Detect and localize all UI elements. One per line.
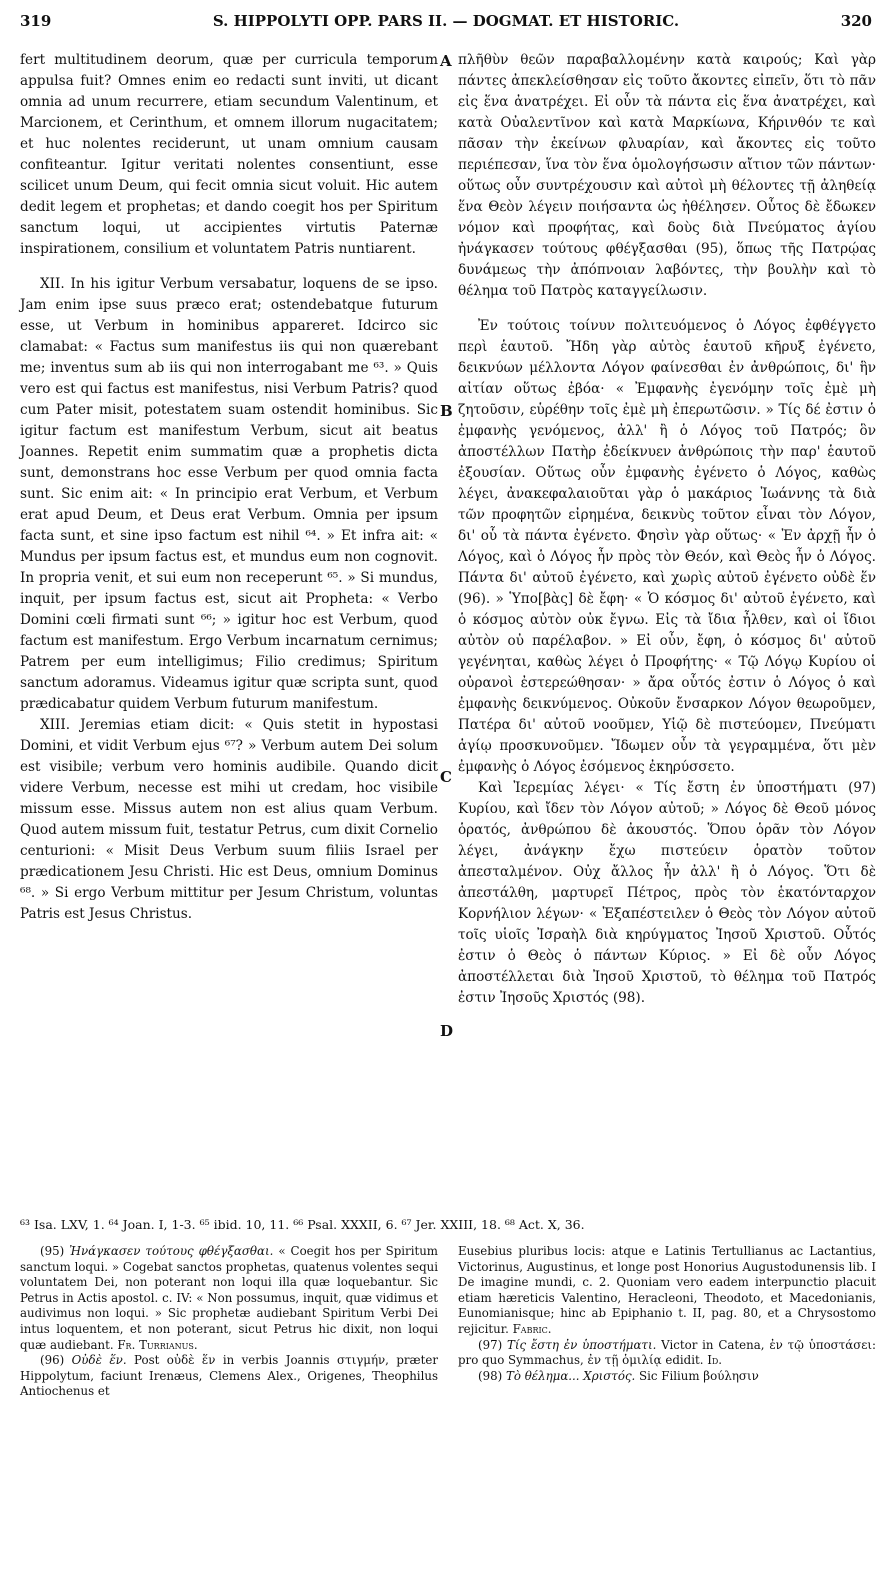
greek-paragraph-3: Καὶ Ἰερεμίας λέγει· « Τίς ἔστη ἐν ὑποστήματι (97) Κυρίου, καὶ ἴδεν τὸν Λόγον αὐτοῦ; » Λόγος δὲ Θεοῦ μόνος ὁρατός, ἀνθρώπου δὲ ἀκουστός. Ὅπου ὁρᾶν τὸν Λόγον λέγει, ἀνάγκην ἔχω πιστεύειν ὁρατὸν τοῦτον ἀπεσταλμένον. Οὐχ ἄλλος ἦν ἀλλ' ἢ ὁ Λόγος. Ὅτι δὲ ἀπεστάλθη, μαρτυρεῖ Πέτρος, πρὸς τὸν ἑκατόνταρχον Κορνήλιον λέγων· « Ἐξαπέστειλεν ὁ Θεὸς τὸν Λόγον αὐτοῦ τοῖς υἱοῖς Ἰσραὴλ διὰ κηρύγματος Ἰησοῦ Χριστοῦ. Οὗτός ἐστιν ὁ Θεὸς ὁ πάντων Κύριος. » Εἰ δὲ οὖν Λόγος ἀποστέλλεται διὰ Ἰησοῦ Χριστοῦ, τὸ θέλημα τοῦ Πατρός ἐστιν Ἰησοῦς Χριστός (98).	[458, 780, 876, 1006]
note-95-text: « Coegit hos per Spiritum sanctum loqui. » Cogebat sanctos prophetas, quatenus volentes sequi voluntatem Dei, non poterant non loqui illa quæ loquebantur. Sic Petrus in Actis apostol. c. IV: « Non possumus, inquit, quæ vidimus et audivimus non loqui. » Sic prophetæ audiebant Spiritum Verbi Dei intus loquentem, et non poterant, sicut Petrus hic dixit, non loqui quæ audiebant.	[20, 1244, 438, 1352]
latin-paragraph-2: XII. In his igitur Verbum versabatur, loquens de se ipso. Jam enim ipse suus præco erat; ostendebatque futurum esse, ut Verbum in hominibus appareret. Idcirco sic clamabat: « Factus sum manifestus iis qui non quærebant me; inventus sum ab iis qui non interrogabant me ⁶³. » Quis vero est qui factus est manifestus, nisi Verbum Patris? quod cum Pater misit, potestatem suam ostendit hominibus. Sic igitur factum est manifestum Verbum, sicut ait beatus Joannes. Repetit enim summatim quæ a prophetis dicta sunt, demonstrans hoc esse Verbum per quod omnia facta sunt. Sic enim ait: « In principio erat Verbum, et Verbum erat apud Deum, et Deus erat Verbum. Omnia per ipsum facta sunt, et sine ipso factum est nihil ⁶⁴. » Et infra ait: « Mundus per ipsum factus est, et mundus eum non cognovit. In propria venit, et sui eum non receperunt ⁶⁵. » Si mundus, inquit, per ipsum factus est, sicut ait Propheta: « Verbo Domini cœli firmati sunt ⁶⁶; » igitur hoc est Verbum, quod factum est manifestum. Ergo Verbum incarnatum cernimus; Patrem per eum intelligimus; Filio credimus; Spiritum sanctum adoramus. Videamus igitur quæ scripta sunt, quod prædicabatur quidem Verbum futurum manifestum.	[20, 276, 438, 712]
note-96-number: (96)	[40, 1353, 65, 1368]
note-95-signature: Fr. Turrianus.	[117, 1337, 198, 1352]
note-98-text: Sic Filium βούλησιν	[639, 1368, 759, 1383]
running-header	[20, 12, 872, 38]
note-96-text: Post οὐδὲ ἕν in verbis Joannis στιγμήν, præter Hippolytum, faciunt Irenæus, Clemens Alex., Origenes, Theophilus Antiochenus et	[20, 1353, 438, 1399]
note-97-signature: Id.	[707, 1353, 723, 1368]
notes-right	[458, 1244, 876, 1384]
scripture-references: ⁶³ Isa. LXV, 1. ⁶⁴ Joan. I, 1-3. ⁶⁵ ibid. 10, 11. ⁶⁶ Psal. XXXII, 6. ⁶⁷ Jer. XXIII, 18. ⁶⁸ Act. X, 36.	[20, 1217, 585, 1232]
page-number-left: 319	[20, 12, 52, 30]
note-96-lemma: Οὐδὲ ἕν.	[71, 1353, 127, 1368]
note-96	[20, 1353, 438, 1400]
note-97	[458, 1338, 876, 1369]
note-97-lemma: Τίς ἔστη ἐν ὑποστήματι.	[507, 1337, 657, 1352]
note-98-number: (98)	[478, 1368, 503, 1383]
note-96-signature: Fabric.	[512, 1321, 552, 1336]
greek-column	[458, 50, 876, 1009]
note-97-text: Victor in Catena, ἐν τῷ ὑποστάσει: pro quo Symmachus, ἐν τῇ ὁμιλίᾳ edidit.	[458, 1337, 876, 1368]
note-96-continued	[458, 1244, 876, 1338]
note-95	[20, 1244, 438, 1353]
note-97-number: (97)	[478, 1337, 503, 1352]
latin-column	[20, 50, 438, 925]
greek-paragraph-2: Ἐν τούτοις τοίνυν πολιτευόμενος ὁ Λόγος ἐφθέγγετο περὶ ἑαυτοῦ. Ἤδη γὰρ αὐτὸς ἑαυτοῦ κῆρυξ ἐγένετο, δεικνύων μέλλοντα Λόγον φαίνεσθαι ἐν ἀνθρώποις, δι' ἣν αἰτίαν οὕτως ἐβόα· « Ἐμφανὴς ἐγενόμην τοῖς ἐμὲ μὴ ζητοῦσιν, εὑρέθην τοῖς ἐμὲ μὴ ἐπερωτῶσιν. » Τίς δέ ἐστιν ὁ ἐμφανὴς γενόμενος, ἀλλ' ἢ ὁ Λόγος τοῦ Πατρός; ὃν ἀποστέλλων Πατὴρ ἐδείκνυεν ἀνθρώποις τὴν παρ' ἑαυτοῦ ἐξουσίαν. Οὕτως οὖν ἐμφανὴς ἐγένετο ὁ Λόγος, καθὼς λέγει, ἀνακεφαλαιοῦται γὰρ ὁ μακάριος Ἰωάννης τὰ διὰ τῶν προφητῶν εἰρημένα, δεικνὺς τοῦτον εἶναι τὸν Λόγον, δι' οὗ τὰ πάντα ἐγένετο. Φησὶν γὰρ οὕτως· « Ἐν ἀρχῇ ἦν ὁ Λόγος, καὶ ὁ Λόγος ἦν πρὸς τὸν Θεόν, καὶ Θεὸς ἦν ὁ Λόγος. Πάντα δι' αὐτοῦ ἐγένετο, καὶ χωρὶς αὐτοῦ ἐγένετο οὐδὲ ἕν (96). » Ὑπο[βὰς] δὲ ἔφη· « Ὁ κόσμος δι' αὐτοῦ ἐγένετο, καὶ ὁ κόσμος αὐτὸν οὐκ ἔγνω. Εἰς τὰ ἴδια ἦλθεν, καὶ οἱ ἴδιοι αὐτὸν οὐ παρέλαβον. » Εἰ οὖν, ἔφη, ὁ κόσμος δι' αὐτοῦ γεγένηται, καθὼς λέγει ὁ Προφήτης· « Τῷ Λόγῳ Κυρίου οἱ οὐρανοὶ ἐστερεώθησαν· » ἄρα οὗτός ἐστιν ὁ Λόγος ὁ καὶ ἐμφανὴς δεικνύμενος. Οὐκοῦν ἔνσαρκον Λόγον θεωροῦμεν, Πατέρα δι' αὐτοῦ νοοῦμεν, Υἱῷ δὲ πιστεύομεν, Πνεύματι ἁγίῳ προσκυνοῦμεν. Ἴδωμεν οὖν τὰ γεγραμμένα, ὅτι μὲν ἐμφανὴς ὁ Λόγος ἐσόμενος ἐκηρύσσετο.	[458, 318, 876, 775]
note-95-number: (95)	[40, 1244, 65, 1258]
notes-left	[20, 1244, 438, 1400]
note-98-lemma: Τὸ θέλημα... Χριστός.	[505, 1368, 636, 1383]
note-98	[458, 1369, 876, 1385]
page-number-right: 320	[840, 12, 872, 30]
margin-mark-c: C	[440, 768, 452, 786]
note-95-lemma: Ἠνάγκασεν τούτους φθέγξασθαι.	[69, 1244, 274, 1258]
margin-mark-a: A	[440, 52, 452, 70]
margin-mark-d: D	[440, 1022, 454, 1040]
latin-paragraph-1: fert multitudinem deorum, quæ per curricula temporum appulsa fuit? Omnes enim eo redacti sunt inviti, ut dicant omnia ad unum recurrere, etiam secundum Valentinum, et Marcionem, et Cerinthum, et omnem illorum nugacitatem; et huc nolentes reciderunt, ut unam omnium causam confiteantur. Igitur veritati nolentes consentiunt, esse scilicet unum Deum, qui fecit omnia sicut voluit. Hic autem dedit legem et prophetas; et dando coegit hos per Spiritum sanctum loqui, ut accipientes virtutis Paternæ inspirationem, consilium et voluntatem Patris nuntiarent.	[20, 52, 438, 257]
greek-paragraph-1: πλῆθὺν θεῶν παραβαλλομένην κατὰ καιρούς; Καὶ γὰρ πάντες ἀπεκλείσθησαν εἰς τοῦτο ἄκοντες εἰπεῖν, ὅτι τὸ πᾶν εἰς ἕνα ἀνατρέχει. Εἰ οὖν τὰ πάντα εἰς ἕνα ἀνατρέχει, καὶ κατὰ Οὐαλεντῖνον καὶ κατὰ Μαρκίωνα, Κήρινθόν τε καὶ πᾶσαν τὴν ἐκείνων φλυαρίαν, καὶ ἄκοντες εἰς τοῦτο περιέπεσαν, ἵνα τὸν ἕνα ὁμολογήσωσιν αἴτιον τῶν πάντων· οὕτως οὖν συντρέχουσιν καὶ αὐτοὶ μὴ θέλοντες τῇ ἀληθείᾳ ἕνα Θεὸν λέγειν ποιήσαντα ὡς ἠθέλησεν. Οὗτος δὲ ἔδωκεν νόμον καὶ προφήτας, καὶ δοὺς διὰ Πνεύματος ἁγίου ἠνάγκασεν τούτους φθέγξασθαι (95), ὅπως τῆς Πατρῴας δυνάμεως τὴν ἀπόπνοιαν λαβόντες, τὴν βουλὴν καὶ τὸ θέλημα τοῦ Πατρὸς καταγγείλωσιν.	[458, 52, 876, 299]
margin-mark-b: B	[440, 402, 453, 420]
note-96-text-continued: Eusebius pluribus locis: atque e Latinis Tertullianus ac Lactantius, Victorinus, Augustinus, et longe post Honorius Augustodunensis lib. I De imagine mundi, c. 2. Quoniam vero eadem interpunctio placuit etiam hæreticis Valentino, Heracleoni, Theodoto, et Macedonianis, Eunomianisque; hinc ab Epiphanio t. II, pag. 80, et a Chrysostomo rejicitur.	[458, 1244, 876, 1336]
running-title: S. HIPPOLYTI OPP. PARS II. — DOGMAT. ET HISTORIC.	[212, 12, 680, 30]
latin-paragraph-3: XIII. Jeremias etiam dicit: « Quis stetit in hypostasi Domini, et vidit Verbum ejus ⁶⁷? » Verbum autem Dei solum est visibile; verbum vero hominis audibile. Quando dicit videre Verbum, necesse est mihi ut credam, hoc visibile missum esse. Missus autem non est alius quam Verbum. Quod autem missum fuit, testatur Petrus, cum dixit Cornelio centurioni: « Misit Deus Verbum suum filiis Israel per prædicationem Jesu Christi. Hic est Deus, omnium Dominus ⁶⁸. » Si ergo Verbum mittitur per Jesum Christum, voluntas Patris est Jesus Christus.	[20, 717, 438, 922]
